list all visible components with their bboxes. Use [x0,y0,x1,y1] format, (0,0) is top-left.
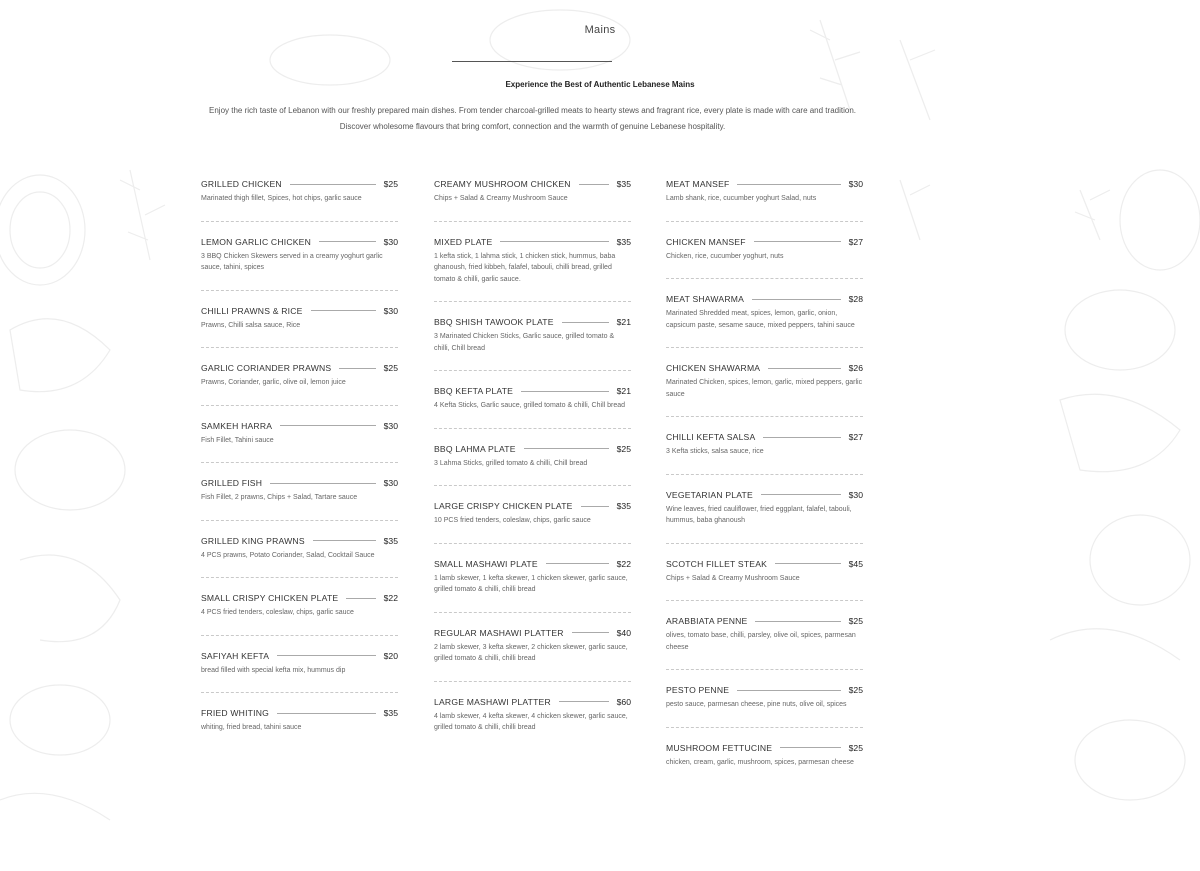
menu-item-leader-line [559,701,609,702]
menu-item-description: 2 lamb skewer, 3 kefta skewer, 2 chicken skewer, garlic sauce, grilled tomato & chilli, chilli bread [434,643,628,662]
menu-item-header [434,316,631,328]
menu-item-description: whiting, fried bread, tahini sauce [201,724,302,731]
menu-column-1 [201,178,398,764]
menu-item-description: 1 lamb skewer, 1 kefta skewer, 1 chicken skewer, garlic sauce, grilled tomato & chilli, chilli bread [434,574,628,593]
section-tagline: Experience the Best of Authentic Lebanese Mains [505,80,695,89]
menu-item-name: MIXED PLATE [434,236,493,247]
menu-item-leader-line [290,184,376,185]
menu-item-price: $25 [383,363,398,373]
menu-item-leader-line [319,241,376,242]
menu-item-header [666,742,863,754]
menu-item-leader-line [524,448,609,449]
menu-item-leader-line [737,184,840,185]
menu-item-header [666,178,863,190]
menu-item-price: $30 [383,236,398,247]
menu-item [434,558,631,613]
menu-item-header [434,236,631,248]
menu-item [434,178,631,222]
menu-item-price: $25 [848,685,863,695]
menu-item-header [201,362,398,374]
menu-item-leader-line [752,299,841,300]
menu-item-price: $35 [616,179,631,189]
menu-item-description: 3 Marinated Chicken Sticks, Garlic sauce, grilled tomato & chilli, Chill bread [434,333,615,352]
menu-item-name: PESTO PENNE [666,685,730,695]
menu-item-price: $30 [848,179,863,189]
menu-item [434,316,631,371]
menu-item [201,178,398,222]
menu-item [666,236,863,280]
menu-item-leader-line [763,437,840,438]
menu-item-name: LEMON GARLIC CHICKEN [201,236,312,247]
menu-item-name: GRILLED CHICKEN [201,179,282,189]
menu-item-header [666,684,863,696]
menu-item-header [434,558,631,570]
menu-item-price: $35 [616,236,631,247]
menu-item-name: BBQ LAHMA PLATE [434,443,516,454]
menu-item [666,615,863,670]
menu-item-price: $35 [383,535,398,546]
menu-item-price: $25 [383,179,398,189]
menu-item-leader-line [775,563,841,564]
menu-item-description: Lamb shank, rice, cucumber yoghurt Salad, nuts [666,195,817,202]
menu-item-price: $28 [848,294,863,304]
menu-item-price: $30 [383,305,398,316]
menu-item-description: Prawns, Chilli salsa sauce, Rice [201,321,301,329]
menu-item-leader-line [277,655,375,656]
menu-item-name: MEAT SHAWARMA [666,294,745,304]
menu-item-header [434,443,631,455]
menu-item-header [201,707,398,719]
menu-item-price: $20 [383,650,398,661]
menu-item-leader-line [754,241,841,242]
menu-item-price: $27 [848,236,863,247]
menu-item-description: 4 lamb skewer, 4 kefta skewer, 4 chicken skewer, garlic sauce, grilled tomato & chilli, chilli bread [434,712,628,731]
menu-item [434,385,631,429]
menu-item-description: 4 PCS fried tenders, coleslaw, chips, garlic sauce [201,609,354,616]
menu-item [201,236,398,291]
section-intro: Enjoy the rich taste of Lebanon with our freshly prepared main dishes. From tender charcoal-grilled meats to hearty stews and fragrant rice, every plate is made with care and tradition. Discover wholesome flavours that bring comfort, connection and the warmth of genuine Lebanese hospitality. [209,106,856,131]
menu-column-3 [666,178,863,798]
menu-item-price: $25 [848,742,863,753]
menu-item [666,489,863,544]
menu-item-header [201,535,398,547]
menu-item-name: SMALL MASHAWI PLATE [434,558,538,569]
menu-item-description: 3 BBQ Chicken Skewers served in a creamy yoghurt garlic sauce, tahini, spices [201,252,383,271]
menu-item-description: Wine leaves, fried cauliflower, fried eggplant, falafel, tabouli, hummus, baba ghanoush [666,505,852,524]
menu-item-price: $30 [848,489,863,500]
title-divider [452,61,612,62]
menu-item-header [666,293,863,305]
menu-item-price: $26 [848,363,863,373]
menu-item-name: GRILLED FISH [201,478,263,488]
menu-item-description: 10 PCS fried tenders, coleslaw, chips, garlic sauce [434,517,591,524]
menu-item-name: VEGETARIAN PLATE [666,489,753,500]
menu-item-header [201,592,398,604]
menu-item-header [434,627,631,639]
menu-item-leader-line [500,241,608,242]
menu-item-leader-line [339,368,375,369]
menu-item-price: $25 [848,616,863,626]
menu-item-name: ARABBIATA PENNE [666,616,748,626]
menu-item-leader-line [313,540,376,541]
menu-item-description: 4 PCS prawns, Potato Coriander, Salad, Cocktail Sauce [201,551,375,559]
menu-item-name: CREAMY MUSHROOM CHICKEN [434,179,571,189]
menu-item-header [666,615,863,627]
menu-item-name: CHILLI PRAWNS & RICE [201,305,303,316]
menu-item-name: REGULAR MASHAWI PLATTER [434,627,564,638]
menu-item-price: $21 [616,317,631,327]
menu-item [666,431,863,475]
menu-item-price: $21 [616,386,631,396]
menu-item-leader-line [768,368,840,369]
menu-item-header [201,178,398,190]
menu-item-price: $22 [383,593,398,603]
menu-item-name: CHILLI KEFTA SALSA [666,432,756,442]
menu-item-name: LARGE MASHAWI PLATTER [434,696,551,707]
menu-item-header [434,385,631,397]
menu-item-name: SAMKEH HARRA [201,420,273,431]
menu-item [201,707,398,750]
menu-item [434,443,631,487]
menu-item-price: $22 [616,558,631,569]
menu-item [201,362,398,406]
menu-item [666,178,863,222]
menu-item-leader-line [780,747,840,748]
menu-item-description: olives, tomato base, chilli, parsley, olive oil, spices, parmesan cheese [666,632,856,651]
menu-item [201,305,398,349]
menu-item-leader-line [737,690,840,691]
menu-item-leader-line [277,713,376,714]
menu-item-price: $30 [383,420,398,431]
menu-item-header [666,236,863,248]
menu-item [434,236,631,303]
menu-item [201,592,398,636]
menu-item [201,535,398,579]
menu-item-price: $25 [616,443,631,454]
menu-item-description: Fish Fillet, 2 prawns, Chips + Salad, Tartare sauce [201,494,358,501]
menu-item-header [666,362,863,374]
menu-item-leader-line [579,184,609,185]
menu-item [201,650,398,694]
menu-item-name: CHICKEN SHAWARMA [666,363,761,373]
menu-item-price: $35 [383,708,398,718]
menu-item-description: 1 kefta stick, 1 lahma stick, 1 chicken stick, hummus, baba ghanoush, fried kibbeh, falafel, tabouli, chilli bread, grilled tomato & chilli, garlic sauce. [434,252,616,283]
menu-item-name: MEAT MANSEF [666,179,730,189]
menu-item-header [666,489,863,501]
menu-item-leader-line [311,310,376,311]
menu-item-description: pesto sauce, parmesan cheese, pine nuts, olive oil, spices [666,701,847,708]
menu-item-leader-line [280,425,375,426]
menu-item-name: GRILLED KING PRAWNS [201,535,305,546]
menu-item-description: Chips + Salad & Creamy Mushroom Sauce [666,574,800,582]
menu-item-header [434,696,631,708]
menu-item-name: MUSHROOM FETTUCINE [666,742,773,753]
menu-item-leader-line [346,598,375,599]
menu-item-description: bread filled with special kefta mix, hummus dip [201,666,346,674]
menu-item-name: BBQ KEFTA PLATE [434,386,514,396]
menu-item [666,684,863,728]
menu-item-name: SCOTCH FILLET STEAK [666,558,768,569]
menu-item-header [201,420,398,432]
menu-item [666,293,863,348]
menu-item-leader-line [562,322,609,323]
menu-item [666,558,863,602]
menu-item [201,477,398,521]
menu-item-name: LARGE CRISPY CHICKEN PLATE [434,501,573,511]
menu-item-leader-line [755,621,840,622]
menu-item [434,627,631,682]
menu-item-price: $27 [848,432,863,442]
menu-item-header [434,500,631,512]
menu-item-description: Prawns, Coriander, garlic, olive oil, lemon juice [201,379,346,386]
menu-item-name: CHICKEN MANSEF [666,236,746,247]
menu-item-description: Chips + Salad & Creamy Mushroom Sauce [434,195,568,202]
menu-item-header [201,650,398,662]
menu-item-leader-line [546,563,609,564]
menu-item [201,420,398,464]
menu-item-price: $60 [616,696,631,707]
menu-item-description: Chicken, rice, cucumber yoghurt, nuts [666,252,784,260]
menu-item-description: 4 Kefta Sticks, Garlic sauce, grilled tomato & chilli, Chill bread [434,402,626,409]
menu-item-price: $45 [848,558,863,569]
menu-item-header [666,431,863,443]
menu-item-leader-line [581,506,609,507]
menu-item-price: $35 [616,501,631,511]
menu-item-description: 3 Lahma Sticks, grilled tomato & chilli, Chill bread [434,459,588,467]
menu-item-description: Marinated Chicken, spices, lemon, garlic, mixed peppers, garlic sauce [666,379,863,398]
menu-item-header [201,477,398,489]
menu-column-2 [434,178,631,764]
menu-item-price: $40 [616,627,631,638]
menu-item-description: Marinated thigh fillet, Spices, hot chips, garlic sauce [201,195,362,202]
menu-item-leader-line [572,632,609,633]
menu-item-name: SMALL CRISPY CHICKEN PLATE [201,593,339,603]
menu-item-leader-line [270,483,376,484]
menu-item-name: GARLIC CORIANDER PRAWNS [201,363,332,373]
menu-item-leader-line [521,391,609,392]
menu-item-price: $30 [383,478,398,488]
menu-item-leader-line [761,494,841,495]
menu-item-description: Marinated Shredded meat, spices, lemon, garlic, onion, capsicum paste, sesame sauce, mixed peppers, tahini sauce [666,310,855,329]
menu-item-name: SAFIYAH KEFTA [201,650,270,661]
menu-item-description: Fish Fillet, Tahini sauce [201,436,274,444]
menu-item-header [201,305,398,317]
section-title: Mains [584,24,616,36]
menu-item [434,500,631,544]
menu-item [666,742,863,785]
menu-item [666,362,863,417]
menu-item [434,696,631,750]
menu-item-header [434,178,631,190]
menu-item-description: 3 Kefta sticks, salsa sauce, rice [666,448,764,455]
menu-item-name: BBQ SHISH TAWOOK PLATE [434,317,554,327]
menu-item-description: chicken, cream, garlic, mushroom, spices, parmesan cheese [666,758,854,766]
menu-item-name: FRIED WHITING [201,708,270,718]
menu-item-header [666,558,863,570]
menu-item-header [201,236,398,248]
